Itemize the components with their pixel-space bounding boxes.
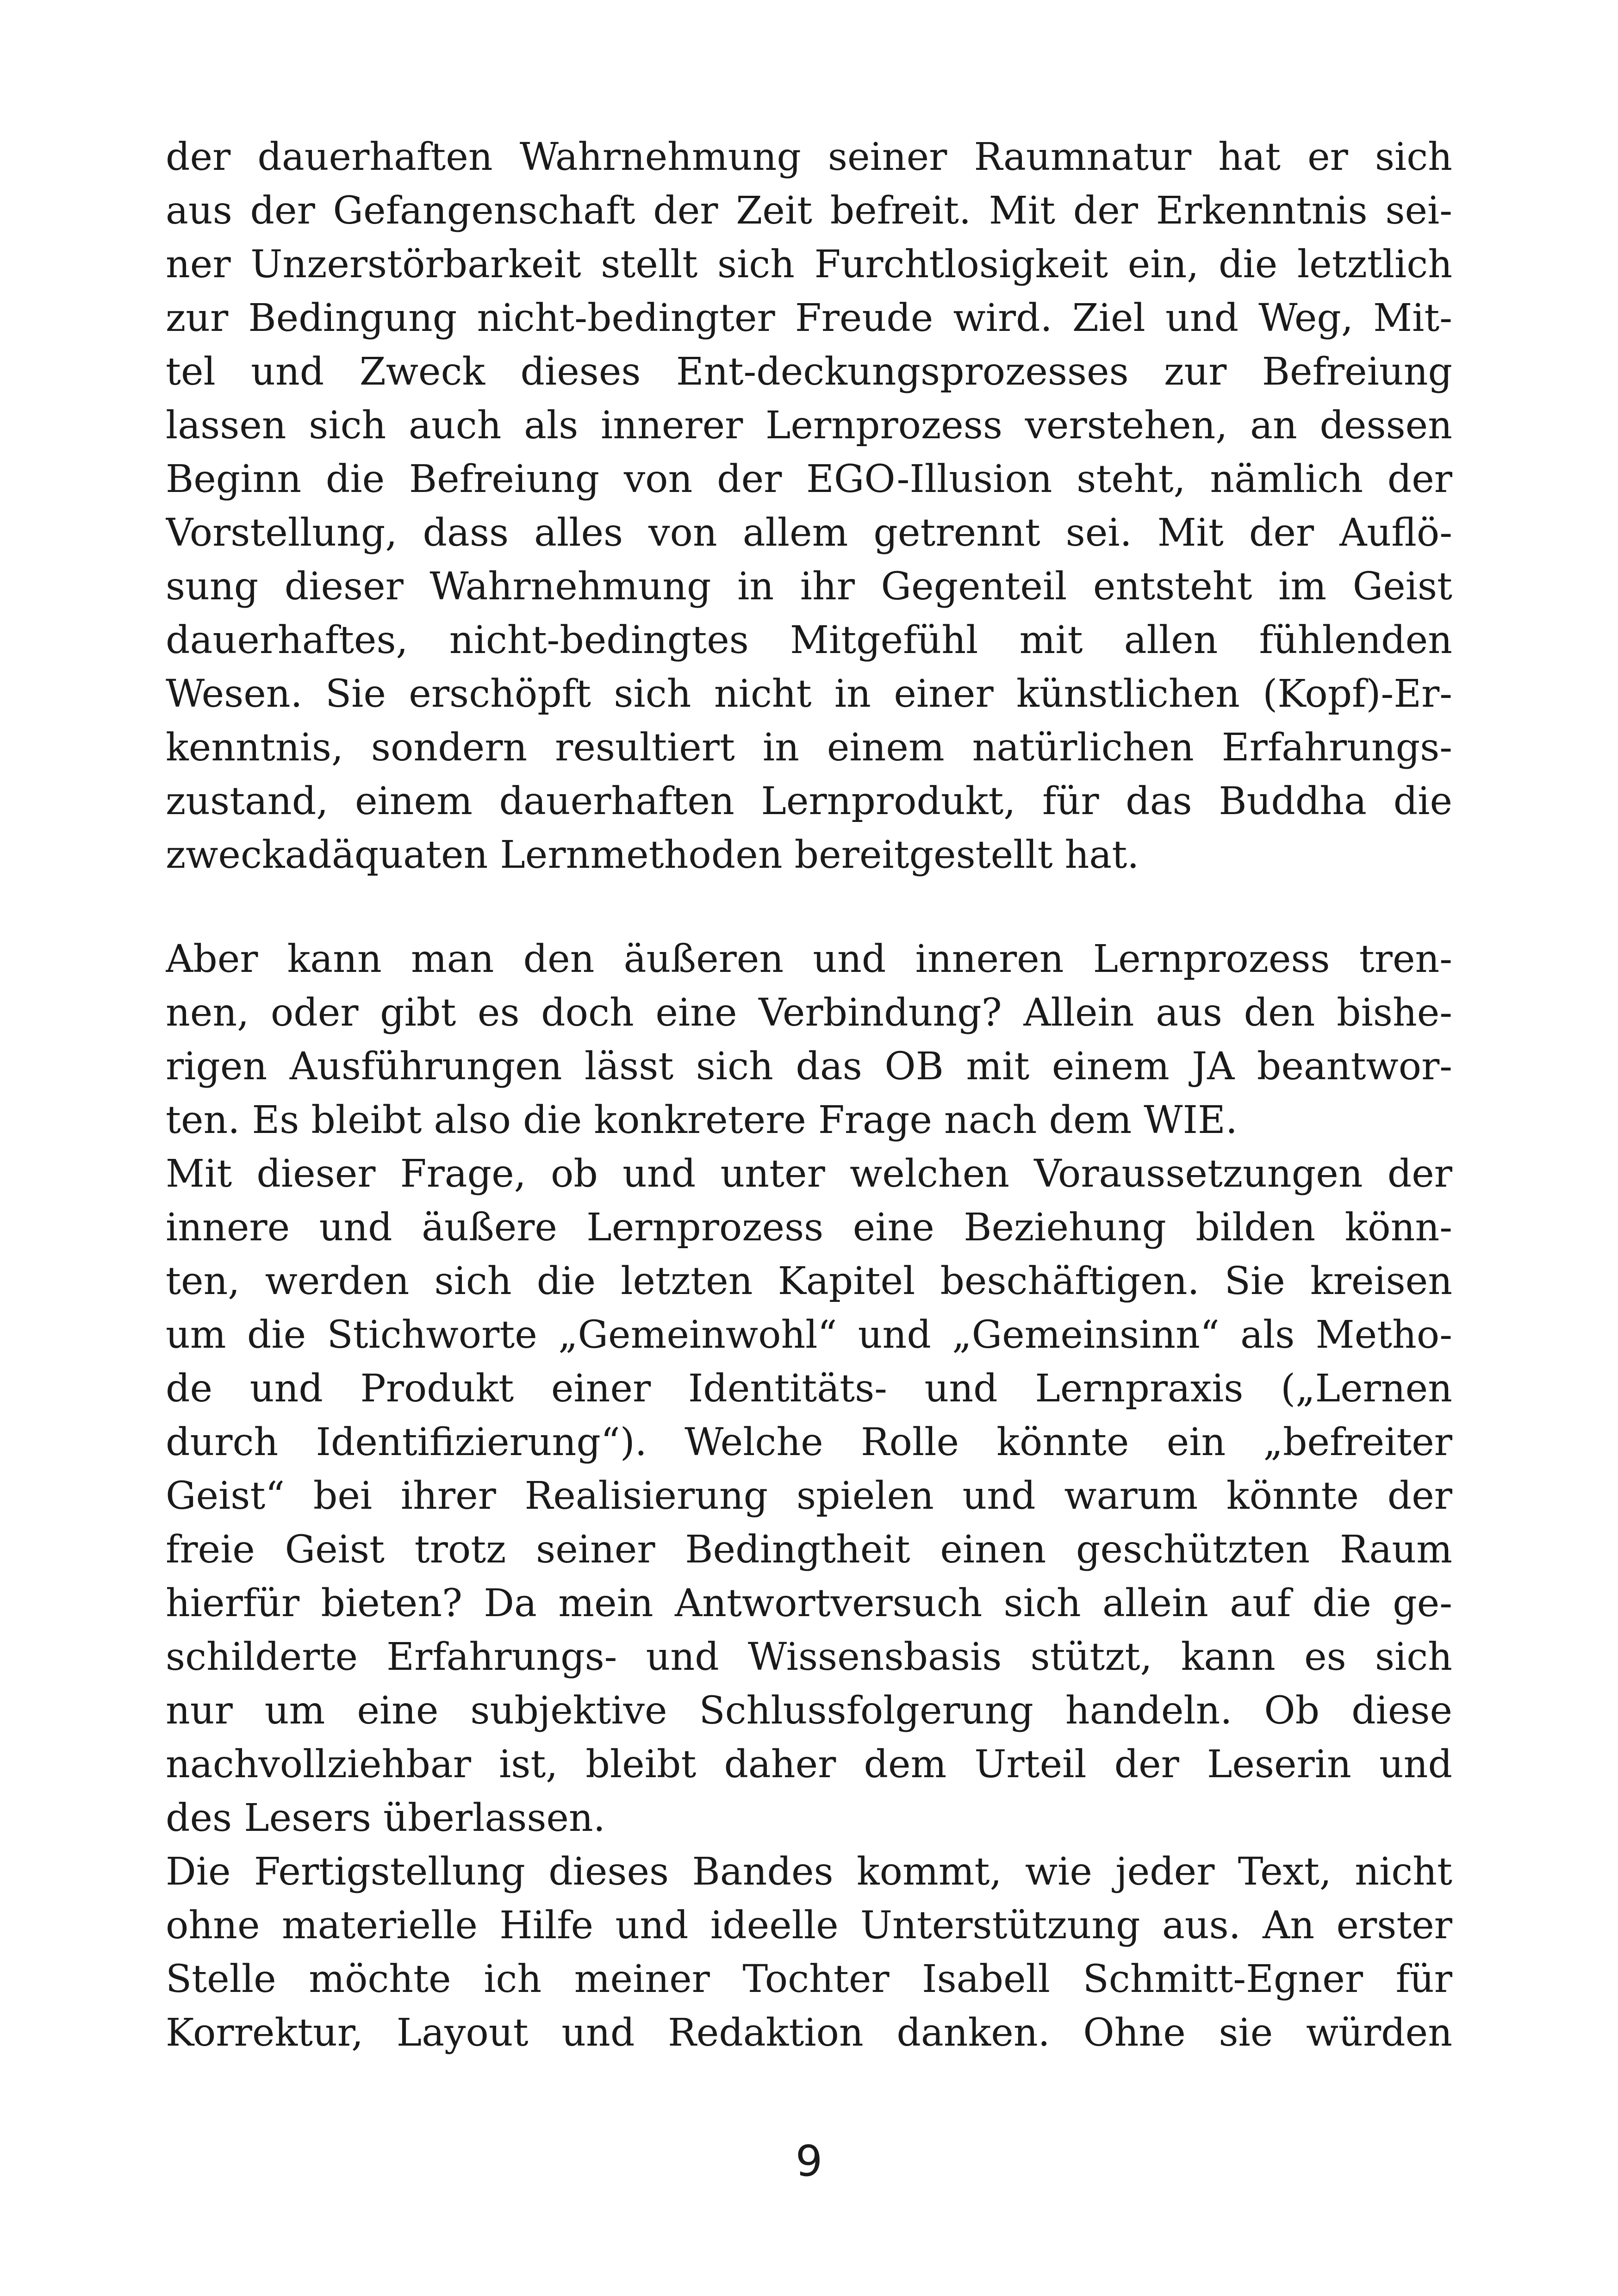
text-line: nen, oder gibt es doch eine Verbindung? Allein aus den bishe- [166, 991, 1452, 1035]
text-line: nur um eine subjektive Schlussfolgerung handeln. Ob diese [166, 1689, 1452, 1733]
text-line: innere und äußere Lernprozess eine Beziehung bilden könn- [166, 1206, 1452, 1250]
text-line: ohne materielle Hilfe und ideelle Unterstützung aus. An erster [166, 1904, 1452, 1948]
text-line: rigen Ausführungen lässt sich das OB mit einem JA beantwor- [166, 1045, 1452, 1089]
text-line: zustand, einem dauerhaften Lernprodukt, für das Buddha die [166, 779, 1452, 823]
text-line: zur Bedingung nicht-bedingter Freude wird. Ziel und Weg, Mit- [166, 296, 1452, 340]
text-line: ten. Es bleibt also die konkretere Frage nach dem WIE. [166, 1098, 1238, 1142]
text-line: um die Stichworte „Gemeinwohl“ und „Gemeinsinn“ als Metho- [166, 1313, 1452, 1357]
text-line: sung dieser Wahrnehmung in ihr Gegenteil entsteht im Geist [166, 565, 1452, 609]
text-line: zweckadäquaten Lernmethoden bereitgestellt hat. [166, 833, 1139, 877]
page-number: 9 [795, 2136, 823, 2186]
text-line: kenntnis, sondern resultiert in einem natürlichen Erfahrungs- [166, 726, 1452, 770]
paragraph-2 [166, 933, 1452, 2060]
text-line: Geist“ bei ihrer Realisierung spielen und warum könnte der [166, 1474, 1452, 1518]
text-line: ten, werden sich die letzten Kapitel beschäftigen. Sie kreisen [166, 1259, 1452, 1303]
text-line: lassen sich auch als innerer Lernprozess verstehen, an dessen [166, 404, 1452, 448]
text-line: Mit dieser Frage, ob und unter welchen Voraussetzungen der [166, 1152, 1452, 1196]
text-line: Korrektur, Layout und Redaktion danken. Ohne sie würden [166, 2011, 1452, 2055]
text-line: Wesen. Sie erschöpft sich nicht in einer künstlichen (Kopf)-Er- [166, 672, 1452, 716]
text-line: durch Identifizierung“). Welche Rolle könnte ein „befreiter [166, 1420, 1452, 1464]
text-line: aus der Gefangenschaft der Zeit befreit. Mit der Erkenntnis sei- [166, 189, 1452, 233]
text-line: der dauerhaften Wahrnehmung seiner Raumnatur hat er sich [166, 135, 1452, 179]
text-line: Aber kann man den äußeren und inneren Lernprozess tren- [166, 937, 1452, 981]
text-line: dauerhaftes, nicht-bedingtes Mitgefühl mit allen fühlenden [166, 618, 1452, 662]
text-line: des Lesers überlassen. [166, 1796, 605, 1840]
paragraph-1 [166, 131, 1452, 882]
text-line: hierfür bieten? Da mein Antwortversuch sich allein auf die ge- [166, 1581, 1452, 1625]
text-line: ner Unzerstörbarkeit stellt sich Furchtlosigkeit ein, die letztlich [166, 243, 1452, 286]
text-line: nachvollziehbar ist, bleibt daher dem Urteil der Leserin und [166, 1742, 1452, 1786]
text-line: freie Geist trotz seiner Bedingtheit einen geschützten Raum [166, 1528, 1452, 1572]
text-line: de und Produkt einer Identitäts- und Lernpraxis („Lernen [166, 1367, 1452, 1411]
text-line: Vorstellung, dass alles von allem getrennt sei. Mit der Auflö- [166, 511, 1452, 555]
text-line: Die Fertigstellung dieses Bandes kommt, wie jeder Text, nicht [166, 1850, 1452, 1894]
text-line: tel und Zweck dieses Ent-deckungsprozesses zur Befreiung [166, 350, 1452, 394]
text-line: Beginn die Befreiung von der EGO-Illusion steht, nämlich der [166, 457, 1452, 501]
text-line: Stelle möchte ich meiner Tochter Isabell Schmitt-Egner für [166, 1957, 1452, 2001]
text-line: schilderte Erfahrungs- und Wissensbasis stützt, kann es sich [166, 1635, 1452, 1679]
